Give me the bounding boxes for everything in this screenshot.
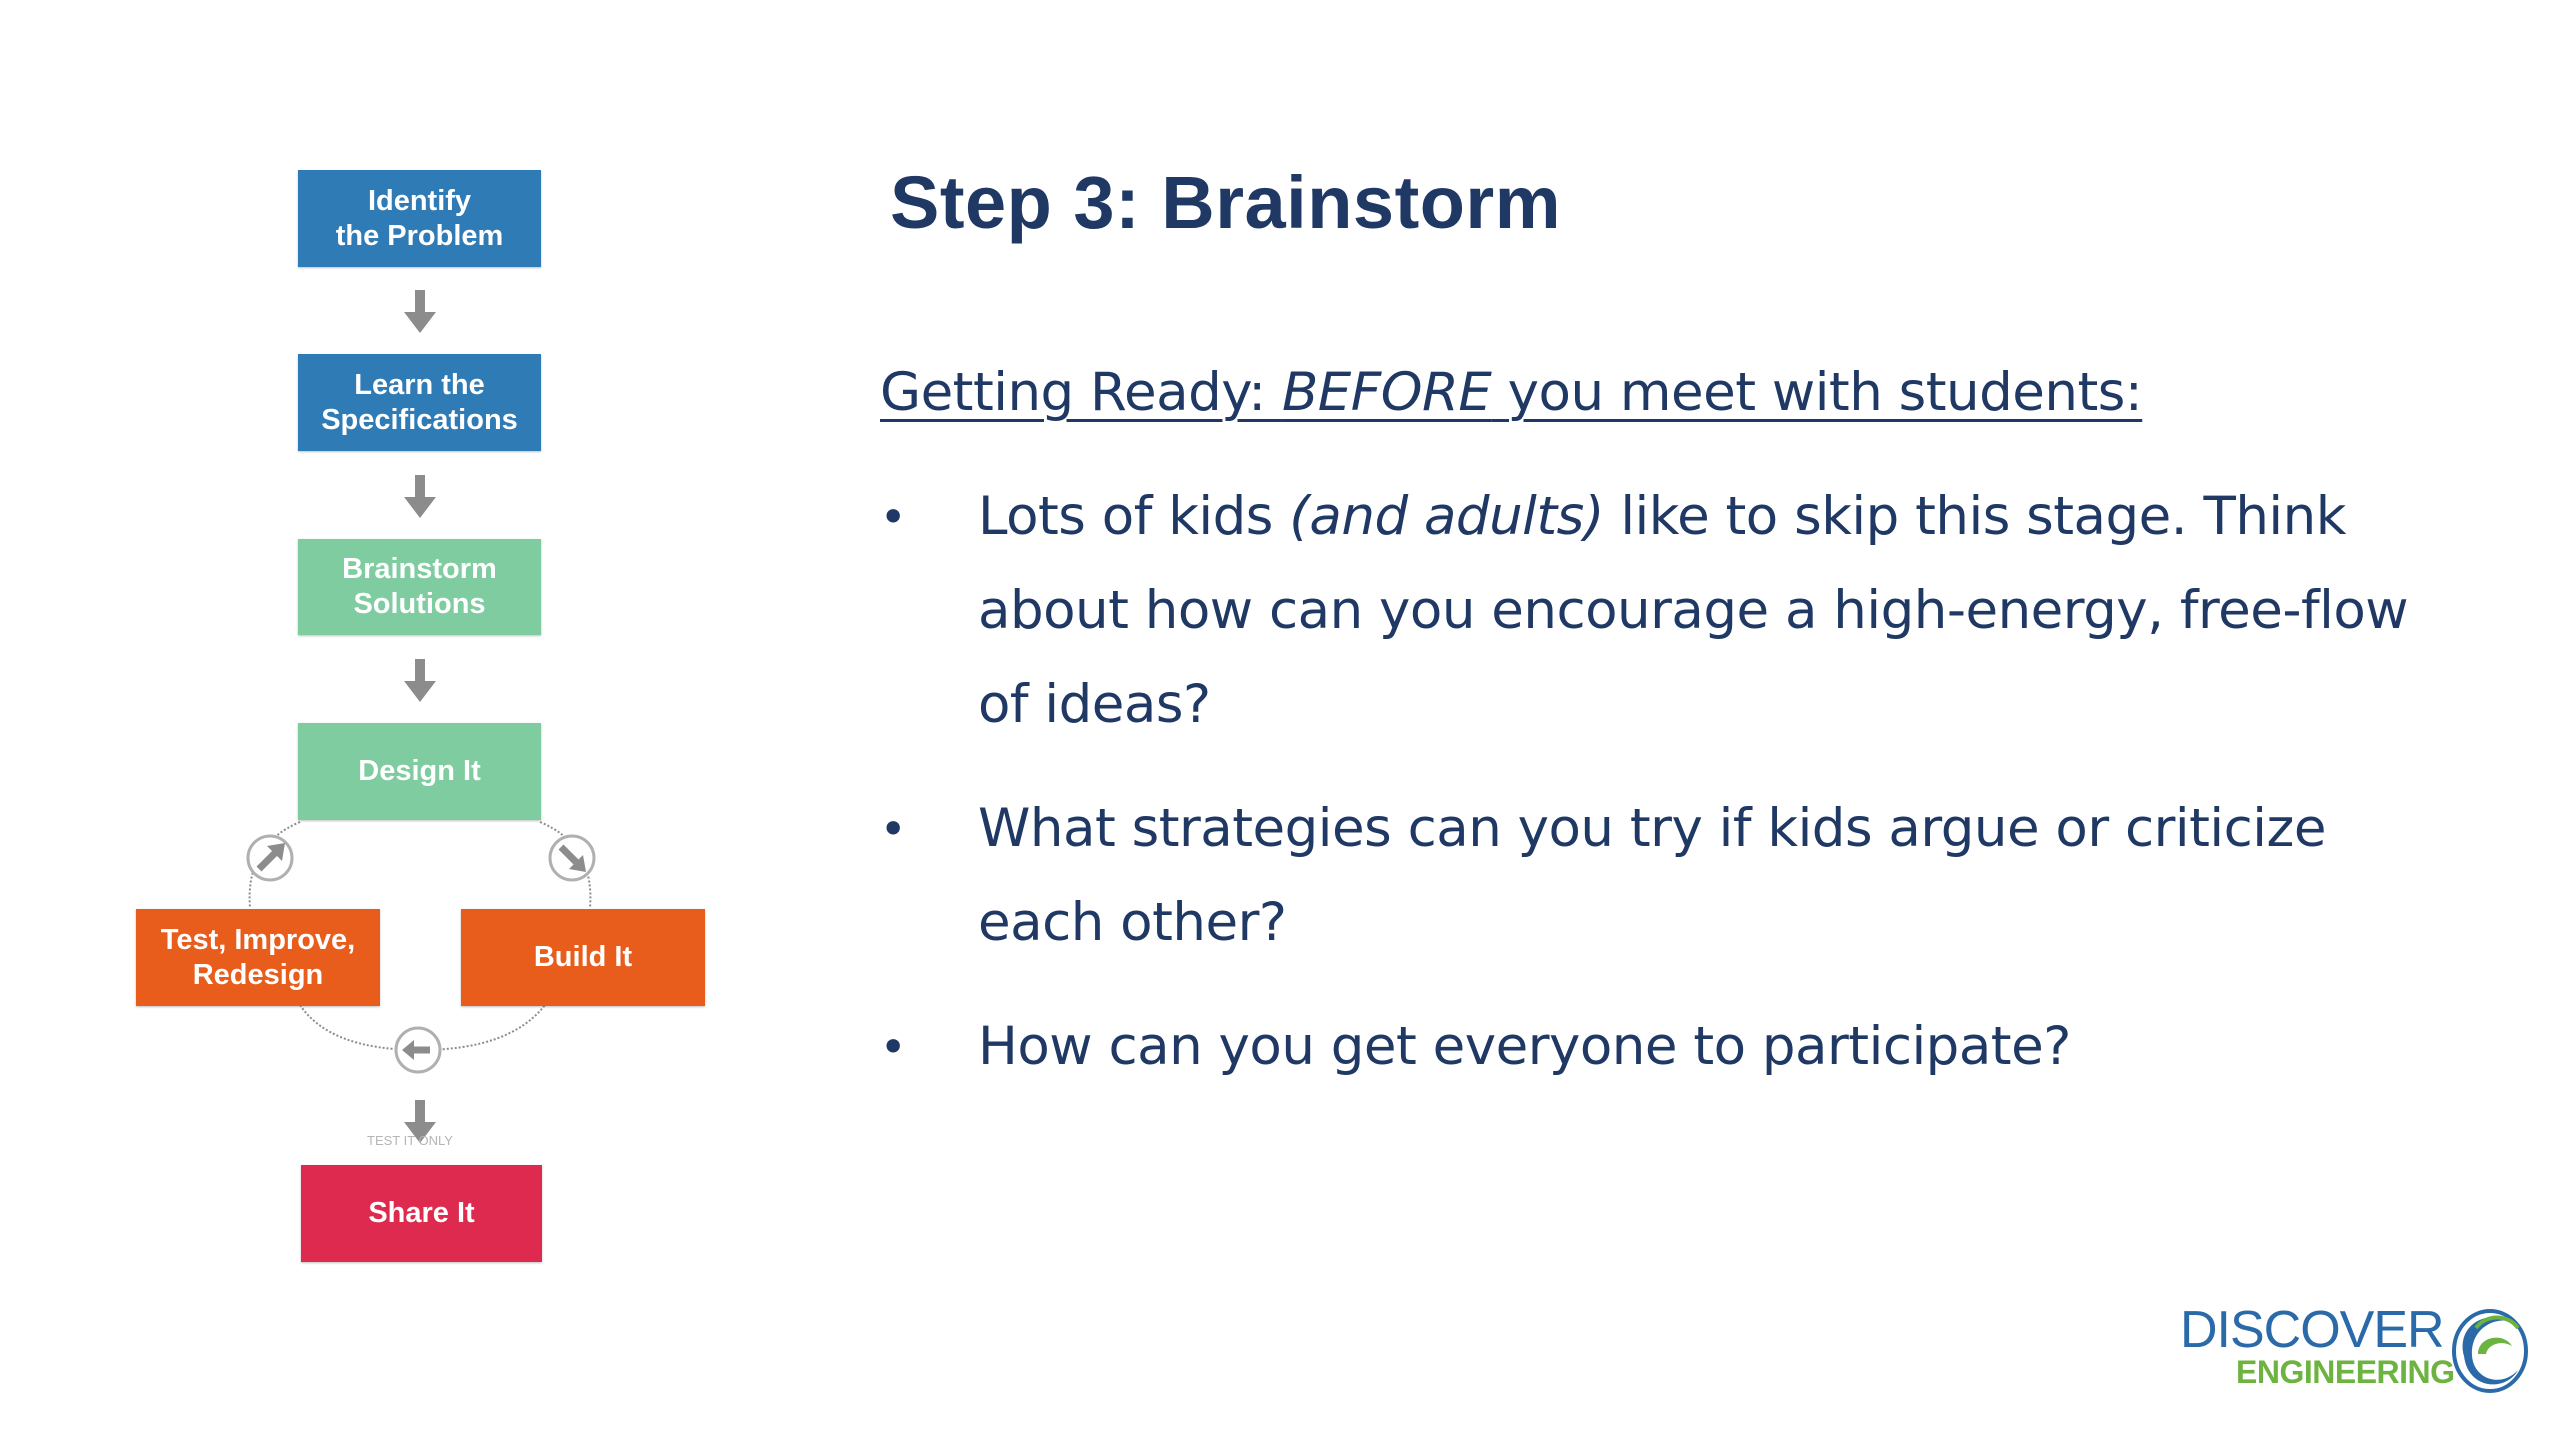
bullet-item	[878, 782, 2458, 970]
subhead-emphasis: BEFORE	[1281, 362, 1492, 423]
bullet-italic: (and adults)	[1289, 486, 1604, 547]
step-label: Redesign	[192, 958, 324, 991]
loop-arrow-icon	[248, 836, 292, 880]
step-label: Learn the	[354, 368, 485, 401]
step-test-improve-redesign	[136, 909, 380, 1006]
loop-caption: TEST IT ONLY	[367, 1133, 453, 1148]
step-label: Design It	[358, 755, 481, 787]
step-identify-the-problem	[298, 170, 541, 267]
bullet-marker: •	[879, 1020, 907, 1074]
step-build-it	[461, 909, 705, 1006]
logo-wordmark-engineering: ENGINEERING	[2236, 1354, 2455, 1390]
step-label: Brainstorm	[342, 553, 497, 585]
discover-engineering-logo	[2180, 1300, 2530, 1400]
subhead-suffix: you meet with students:	[1491, 362, 2143, 423]
subhead-prefix: Getting Ready:	[880, 362, 1282, 423]
bullet-marker: •	[879, 802, 907, 856]
bullet-text: like to skip this stage. Think about how can you encourage a high-energy, free-flow of ideas?	[978, 486, 2409, 735]
step-label: the Problem	[335, 219, 504, 252]
step-label: Build It	[533, 941, 633, 973]
bullet-text: What strategies can you try if kids argue or criticize each other?	[978, 798, 2326, 953]
arrow-down-icon	[404, 290, 436, 333]
step-label: Identify	[367, 184, 472, 217]
slide-title: Step 3: Brainstorm	[890, 161, 1562, 244]
bullet-item	[878, 470, 2458, 752]
step-label: Test, Improve,	[160, 923, 356, 956]
bullet-text: How can you get everyone to participate?	[978, 1016, 2071, 1077]
bullet-item	[878, 1000, 2458, 1094]
step-label: Specifications	[321, 403, 518, 436]
loop-arrow-icon	[396, 1028, 440, 1072]
step-learn-the-specifications	[298, 354, 541, 451]
bullet-text: Lots of kids	[978, 486, 1290, 547]
step-label: Solutions	[353, 588, 486, 620]
step-label: Share It	[368, 1197, 475, 1229]
arrow-down-icon	[404, 659, 436, 702]
arrow-down-icon	[404, 475, 436, 518]
step-design-it	[298, 723, 541, 820]
swirl-e-icon	[2446, 1306, 2530, 1396]
logo-wordmark-discover: DISCOVER	[2180, 1301, 2444, 1359]
section-subheading	[880, 362, 2142, 423]
step-share-it	[301, 1165, 542, 1262]
loop-arrow-icon	[550, 836, 594, 880]
bullet-marker: •	[879, 490, 907, 544]
bullet-list	[878, 470, 2458, 1124]
step-brainstorm-solutions	[298, 539, 541, 635]
